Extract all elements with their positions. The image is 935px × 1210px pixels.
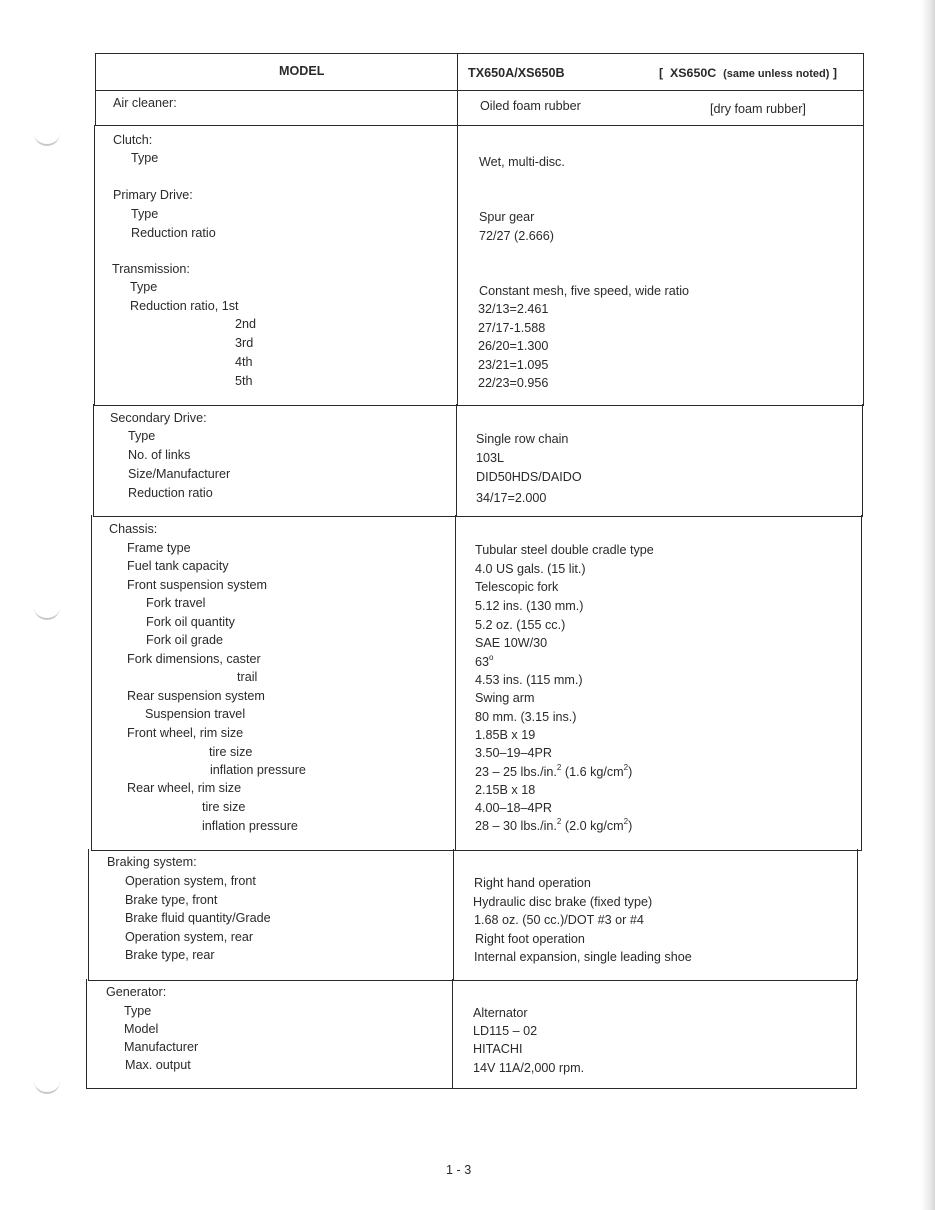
section-drivetrain [94,125,864,406]
spec-label: Type [130,280,158,294]
column-divider [457,54,458,90]
spec-value: Wet, multi-disc. [479,155,565,169]
spec-label: Rear wheel, rim size [127,781,242,795]
spec-label: Operation system, rear [125,930,254,944]
page-edge-shadow [921,0,935,1210]
spec-value: 4.00–18–4PR [475,801,553,815]
alt-model-note [659,64,837,84]
spec-value: 32/13=2.461 [478,302,549,316]
spec-label: trail [237,670,258,684]
pressure-psi: 28 – 30 lbs./in. [475,819,557,833]
clutch-heading: Clutch: [113,133,153,147]
spec-label: 3rd [235,336,254,350]
column-divider [452,979,453,1088]
spec-label: 4th [235,355,253,369]
spec-value: 103L [476,451,505,465]
spec-label: Fork travel [146,596,206,610]
primary-drive-heading: Primary Drive: [113,188,193,202]
chassis-heading: Chassis: [109,522,158,536]
pressure-kg: (1.6 kg/cm [561,765,624,779]
spec-value: 1.68 oz. (50 cc.)/DOT #3 or #4 [474,913,644,927]
pressure-psi: 23 – 25 lbs./in. [475,765,557,779]
spec-label: 5th [235,374,253,388]
spec-label: Model [124,1022,159,1036]
spec-label: tire size [202,800,246,814]
paren-close: ) [628,819,633,833]
spec-value: 5.2 oz. (155 cc.) [475,618,566,632]
spec-label: inflation pressure [210,763,306,777]
paren-close: ) [628,765,633,779]
spec-value: Telescopic fork [475,580,559,594]
spec-value: 5.12 ins. (130 mm.) [475,599,584,613]
spec-value [475,763,632,782]
spec-label: Reduction ratio [128,486,213,500]
bracket-open: [ [659,66,664,80]
spec-label: Fuel tank capacity [127,559,229,573]
spec-label: Brake type, front [125,893,218,907]
spec-label: Rear suspension system [127,689,265,703]
spec-value: 14V 11A/2,000 rpm. [473,1061,585,1075]
superscript: 2 [556,817,562,826]
spec-value: Tubular steel double cradle type [475,543,654,557]
transmission-heading: Transmission: [112,262,190,276]
spec-label: 2nd [235,317,257,331]
section-chassis [91,515,862,851]
punch-hole-mark [34,1080,60,1094]
spec-label: Max. output [125,1058,191,1072]
spec-value: 72/27 (2.666) [479,229,554,243]
spec-value: LD115 – 02 [473,1024,538,1038]
spec-value: Internal expansion, single leading shoe [474,950,692,964]
section-secondary-drive [93,404,863,517]
spec-value: 80 mm. (3.15 ins.) [475,710,577,724]
spec-label: Reduction ratio, 1st [130,299,239,313]
spec-label: Fork oil quantity [146,615,235,629]
braking-system-heading: Braking system: [107,855,197,869]
spec-value: 1.85B x 19 [475,728,536,742]
spec-value: 26/20=1.300 [478,339,549,353]
spec-value: SAE 10W/30 [475,636,548,650]
spec-value [475,817,632,836]
spec-value [475,653,493,672]
model-label: MODEL [279,64,325,78]
spec-label: Fork oil grade [146,633,223,647]
spec-value: Alternator [473,1006,528,1020]
spec-value: 3.50–19–4PR [475,746,553,760]
punch-hole-mark [34,606,60,620]
generator-heading: Generator: [106,985,167,999]
spec-label: Operation system, front [125,874,256,888]
spec-value: DID50HDS/DAIDO [476,470,582,484]
spec-label: Type [131,151,159,165]
spec-value: Swing arm [475,691,535,705]
air-cleaner-label: Air cleaner: [113,96,177,110]
spec-label: Frame type [127,541,191,555]
spec-value: Right foot operation [475,932,585,946]
spec-value: 4.0 US gals. (15 lit.) [475,562,586,576]
spec-label: Front suspension system [127,578,267,592]
header-row [95,53,864,91]
spec-value: 2.15B x 18 [475,783,536,797]
spec-label: No. of links [128,448,191,462]
spec-label: Brake fluid quantity/Grade [125,911,271,925]
superscript: 2 [556,763,562,772]
spec-label: Brake type, rear [125,948,215,962]
punch-hole-mark [34,132,60,146]
spec-value: 34/17=2.000 [476,491,547,505]
spec-label: Type [128,429,156,443]
spec-value: Right hand operation [474,876,591,890]
spec-label: Manufacturer [124,1040,199,1054]
pressure-kg: (2.0 kg/cm [561,819,624,833]
bracket-close: ] [832,66,838,80]
spec-value: HITACHI [473,1042,523,1056]
spec-label: Size/Manufacturer [128,467,231,481]
spec-value: 27/17-1.588 [478,321,546,335]
spec-label: inflation pressure [202,819,298,833]
superscript: 2 [623,763,629,772]
spec-label: Type [124,1004,152,1018]
spec-label: Fork dimensions, caster [127,652,261,666]
superscript: 2 [623,817,629,826]
spec-label: Type [131,207,159,221]
caster-angle: 63 [475,655,490,669]
spec-value: Single row chain [476,432,569,446]
spec-value: Hydraulic disc brake (fixed type) [473,895,653,909]
alt-model-qualifier: (same unless noted) [723,68,830,80]
column-divider [457,90,458,125]
spec-label: tire size [209,745,253,759]
air-cleaner-alt-value: [dry foam rubber] [710,102,806,116]
section-braking-system [88,849,858,981]
spec-label: Reduction ratio [131,226,216,240]
section-air-cleaner [95,90,864,126]
secondary-drive-heading: Secondary Drive: [110,411,207,425]
air-cleaner-value: Oiled foam rubber [480,99,581,113]
alt-model-name: XS650C [670,66,717,80]
column-divider [453,849,454,980]
model-name: TX650A/XS650B [468,66,565,80]
spec-value: Constant mesh, five speed, wide ratio [479,284,690,298]
column-divider [456,404,457,516]
spec-value: Spur gear [479,210,535,224]
spec-value: 23/21=1.095 [478,358,549,372]
column-divider [455,515,456,850]
spec-label: Suspension travel [145,707,246,721]
section-generator [86,979,857,1089]
degree-symbol: o [489,653,494,662]
spec-label: Front wheel, rim size [127,726,244,740]
spec-value: 22/23=0.956 [478,376,549,390]
column-divider [457,125,458,405]
spec-value: 4.53 ins. (115 mm.) [475,673,583,687]
page-number: 1 - 3 [446,1163,472,1177]
